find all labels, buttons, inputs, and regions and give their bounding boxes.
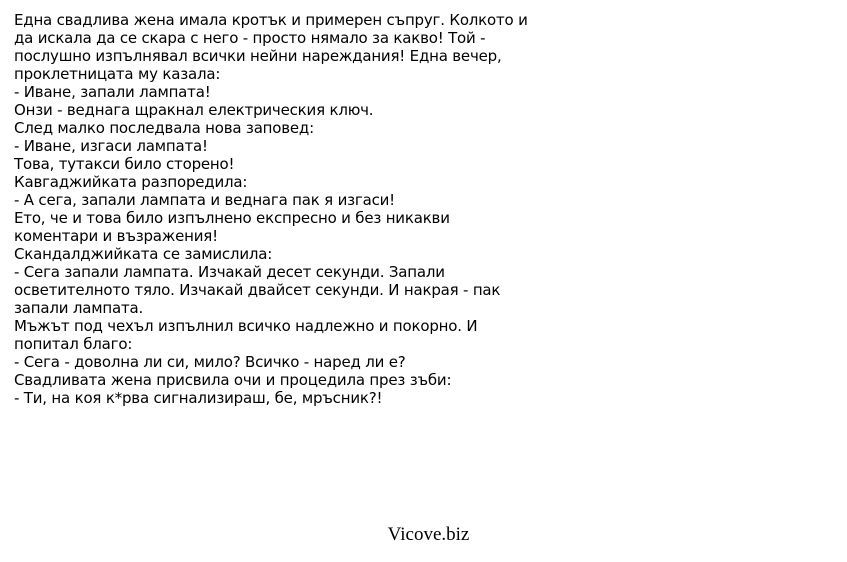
joke-line: - Ти, на коя к*рва сигнализираш, бе, мръсник?! bbox=[14, 389, 383, 407]
joke-line: - Иване, запали лампата! bbox=[14, 83, 211, 101]
joke-line: послушно изпълнявал всички нейни нареждания! Една вечер, bbox=[14, 47, 502, 65]
joke-line: запали лампата. bbox=[14, 299, 144, 317]
joke-line: попитал благо: bbox=[14, 335, 133, 353]
joke-line: - А сега, запали лампата и веднага пак я изгаси! bbox=[14, 191, 395, 209]
joke-line: Една свадлива жена имала кротък и примерен съпруг. Колкото и bbox=[14, 11, 528, 29]
joke-line: - Сега - доволна ли си, мило? Всичко - наред ли е? bbox=[14, 353, 406, 371]
joke-line: Кавгаджийката разпоредила: bbox=[14, 173, 248, 191]
site-watermark: Vicove.biz bbox=[387, 524, 470, 545]
joke-text bbox=[14, 11, 574, 407]
joke-line: проклетницата му казала: bbox=[14, 65, 221, 83]
joke-line: Скандалджийката се замислила: bbox=[14, 245, 273, 263]
joke-line: - Иване, изгаси лампата! bbox=[14, 137, 208, 155]
joke-line: Онзи - веднага щракнал електрическия ключ. bbox=[14, 101, 374, 119]
joke-line: коментари и възражения! bbox=[14, 227, 218, 245]
joke-line: Мъжът под чехъл изпълнил всичко надлежно и покорно. И bbox=[14, 317, 478, 335]
joke-line: осветителното тяло. Изчакай двайсет секунди. И накрая - пак bbox=[14, 281, 501, 299]
joke-line: Това, тутакси било сторено! bbox=[14, 155, 235, 173]
joke-line: Ето, че и това било изпълнено експресно и без никакви bbox=[14, 209, 450, 227]
joke-line: да искала да се скара с него - просто нямало за какво! Той - bbox=[14, 29, 486, 47]
joke-line: - Сега запали лампата. Изчакай десет секунди. Запали bbox=[14, 263, 445, 281]
joke-line: След малко последвала нова заповед: bbox=[14, 119, 314, 137]
joke-line: Свадливата жена присвила очи и процедила през зъби: bbox=[14, 371, 452, 389]
